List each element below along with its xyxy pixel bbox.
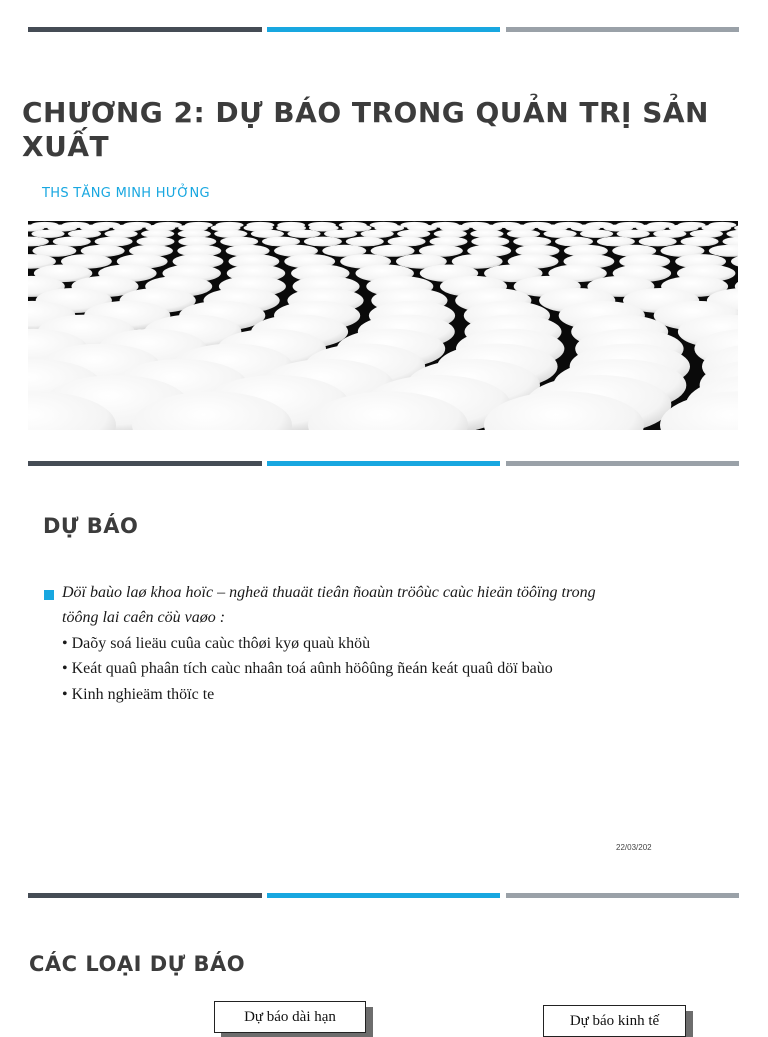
box-long-term-forecast: Dự báo dài hạn xyxy=(214,1001,366,1033)
bullet-square-icon xyxy=(44,590,54,600)
disc-shape xyxy=(397,230,430,238)
top-bar-dark xyxy=(28,27,262,32)
box-economic-forecast: Dự báo kinh tế xyxy=(543,1005,686,1037)
disc-shape xyxy=(346,237,384,247)
disc-shape xyxy=(324,230,357,238)
slide3-bar-gray xyxy=(506,893,739,898)
disc-shape xyxy=(617,230,650,238)
disc-shape xyxy=(105,230,138,238)
list-item: • Kinh nghieäm thöïc te xyxy=(62,686,215,703)
disc-shape xyxy=(513,237,551,247)
disc-shape xyxy=(690,230,723,238)
disc-shape xyxy=(287,230,320,238)
list-item: • Daõy soá lieäu cuûa caùc thôøi kyø quaù khöù xyxy=(62,635,371,652)
section-heading-forecast: DỰ BÁO xyxy=(43,514,139,538)
intro-line-2: töông lai caên cöù vaøo : xyxy=(62,609,226,626)
disc-shape xyxy=(31,230,64,238)
disc-shape xyxy=(214,230,247,238)
slide2-bar-blue xyxy=(267,461,500,466)
hero-image-discs xyxy=(28,221,738,430)
disc-shape xyxy=(220,237,258,247)
disc-shape xyxy=(470,230,503,238)
slide2-bar-gray xyxy=(506,461,739,466)
intro-line-1: Döï baùo laø khoa hoïc – ngheä thuaät tieân ñoaùn tröôùc caùc hieän töôïng trong xyxy=(62,584,596,601)
disc-shape xyxy=(580,230,613,238)
disc-shape xyxy=(597,237,635,247)
disc-shape xyxy=(304,237,342,247)
slide-title: CHƯƠNG 2: DỰ BÁO TRONG QUẢN TRỊ SẢN XUẤT xyxy=(22,96,709,163)
slide-date: 22/03/202 xyxy=(616,843,652,852)
top-bar-gray xyxy=(506,27,739,32)
section-heading-types: CÁC LOẠI DỰ BÁO xyxy=(29,952,246,976)
author-name: THS TĂNG MINH HƯỞNG xyxy=(42,186,210,201)
disc-shape xyxy=(430,237,468,247)
slide3-bar-dark xyxy=(28,893,262,898)
slide2-bar-dark xyxy=(28,461,262,466)
disc-shape xyxy=(639,237,677,247)
top-bar-blue xyxy=(267,27,500,32)
slide3-bar-blue xyxy=(267,893,500,898)
list-item: • Keát quaû phaân tích caùc nhaân toá aûnh höôûng ñeán keát quaû döï baùo xyxy=(62,660,553,677)
